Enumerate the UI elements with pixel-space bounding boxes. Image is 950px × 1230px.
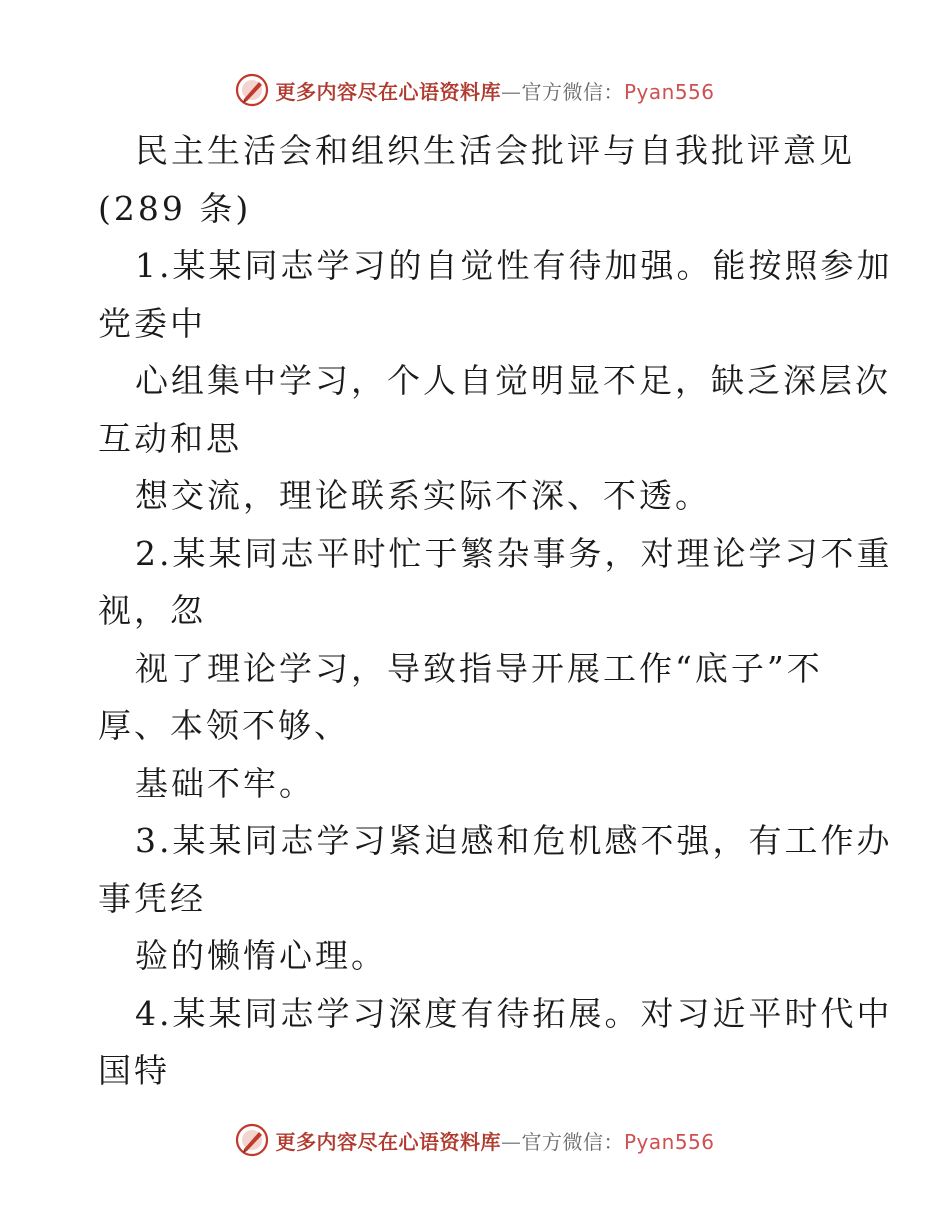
text-line: 验的懒惰心理。 — [135, 936, 387, 975]
footer-banner — [0, 1120, 950, 1160]
header-banner-text — [275, 76, 714, 105]
footer-banner-main: 更多内容尽在心语资料库 — [275, 1129, 501, 1154]
header-banner-sub: 官方微信： — [521, 79, 624, 104]
pen-logo-icon — [235, 73, 269, 107]
text-line: 视，忽 — [98, 591, 206, 630]
text-line: 视了理论学习，导致指导开展工作“底子”不 — [135, 648, 823, 688]
footer-banner-separator: — — [500, 1129, 522, 1154]
text-line: 事凭经 — [98, 878, 206, 918]
text-line: 4.某某同志学习深度有待拓展。对习近平时代中 — [135, 993, 893, 1033]
footer-banner-text — [275, 1126, 714, 1155]
pen-logo-icon — [235, 1123, 269, 1157]
text-line: 互动和思 — [98, 418, 242, 458]
footer-banner-sub: 官方微信： — [521, 1129, 624, 1154]
text-line: 想交流，理论联系实际不深、不透。 — [135, 476, 711, 515]
header-banner-id: Pyan556 — [623, 79, 715, 104]
footer-banner-id: Pyan556 — [623, 1129, 715, 1154]
text-line: (289 条) — [98, 188, 252, 228]
header-banner-main: 更多内容尽在心语资料库 — [275, 79, 501, 104]
text-line: 心组集中学习，个人自觉明显不足，缺乏深层次 — [135, 361, 891, 400]
text-line: 厚、本领不够、 — [98, 706, 350, 745]
header-banner-separator: — — [500, 79, 522, 104]
document-body — [98, 122, 893, 1100]
text-line: 党委中 — [98, 303, 206, 343]
text-line: 1.某某同志学习的自觉性有待加强。能按照参加 — [135, 246, 893, 285]
text-line: 国特 — [98, 1051, 170, 1090]
text-line: 2.某某同志平时忙于繁杂事务，对理论学习不重 — [135, 533, 893, 573]
text-line: 3.某某同志学习紧迫感和危机感不强，有工作办 — [135, 821, 893, 860]
header-banner — [0, 70, 950, 110]
text-line: 民主生活会和组织生活会批评与自我批评意见 — [135, 131, 855, 170]
text-line: 基础不牢。 — [135, 763, 315, 803]
